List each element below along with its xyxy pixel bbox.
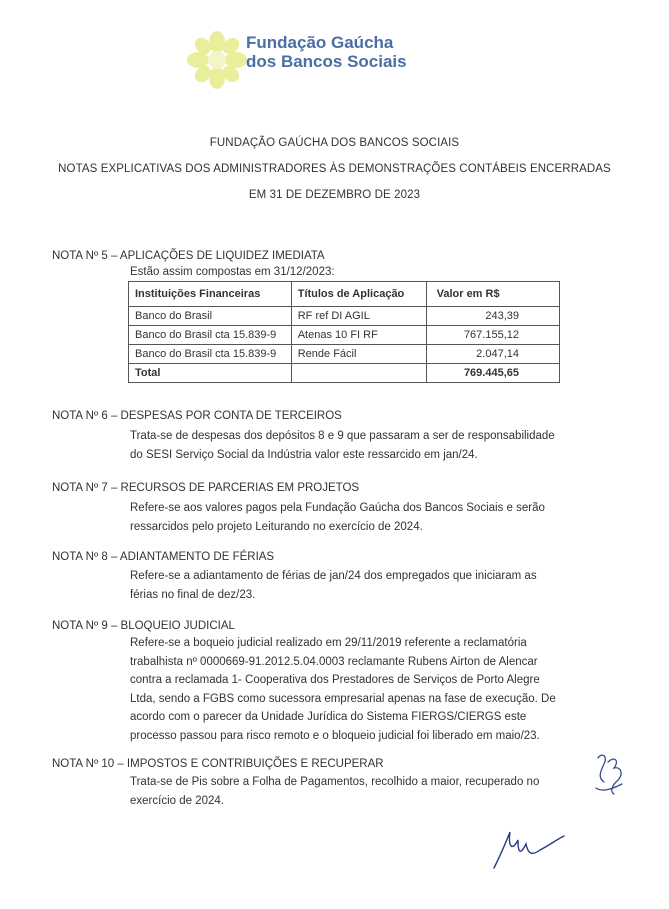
table-cell: Rende Fácil — [291, 345, 426, 364]
table-header-cell: Títulos de Aplicação — [291, 282, 426, 307]
nota5-title: NOTA Nº 5 – APLICAÇÕES DE LIQUIDEZ IMEDIATA — [52, 250, 325, 262]
nota6-body — [130, 427, 560, 464]
nota7-body — [130, 499, 560, 536]
table-cell: Banco do Brasil cta 15.839-9 — [129, 345, 292, 364]
nota10-body — [130, 773, 560, 810]
table-cell-empty — [291, 364, 426, 383]
nota8-body — [130, 567, 560, 604]
logo-line2: dos Bancos Sociais — [246, 52, 407, 71]
nota9-line: trabalhista nº 0000669-91.2012.5.04.0003 reclamante Rubens Airton de Alencar — [130, 655, 538, 668]
table-cell-value: 243,39 — [426, 307, 559, 326]
nota9-line: Refere-se a boqueio judicial realizado em 29/11/2019 referente a reclamatória — [130, 637, 527, 649]
nota7-line: ressarcidos pelo projeto Leiturando no exercício de 2024. — [130, 520, 423, 533]
nota9-line: processo passou para risco remoto e o bloqueio judicial foi liberado em maio/23. — [130, 729, 540, 742]
nota10-title: NOTA Nº 10 – IMPOSTOS E CONTRIBUIÇÕES E RECUPERAR — [52, 758, 384, 770]
document-title: FUNDAÇÃO GAÚCHA DOS BANCOS SOCIAIS — [209, 137, 460, 149]
nota7-title: NOTA Nº 7 – RECURSOS DE PARCERIAS EM PROJETOS — [52, 482, 360, 494]
nota9-title: NOTA Nº 9 – BLOQUEIO JUDICIAL — [52, 620, 235, 632]
logo-mark-icon — [186, 30, 248, 90]
logo — [186, 30, 446, 90]
nota6-title: NOTA Nº 6 – DESPESAS POR CONTA DE TERCEIROS — [52, 410, 342, 422]
document-subtitle: NOTAS EXPLICATIVAS DOS ADMINISTRADORES ÀS DEMONSTRAÇÕES CONTÁBEIS ENCERRADAS — [58, 163, 611, 175]
nota8-line: Refere-se a adiantamento de férias de jan/24 dos empregados que iniciaram as — [130, 570, 537, 582]
nota9-body — [130, 634, 560, 745]
table-row — [129, 326, 560, 345]
nota6-line: do SESI Serviço Social da Indústria valor este ressarcido em jan/24. — [130, 448, 478, 461]
initials-signature-icon — [592, 748, 632, 798]
signature-icon — [488, 822, 568, 872]
table-row — [129, 345, 560, 364]
nota9-line: acordo com o parecer da Unidade Jurídica do Sistema FIERGS/CIERGS este — [130, 711, 527, 723]
nota8-line: férias no final de dez/23. — [130, 588, 256, 601]
nota5-caption: Estão assim compostas em 31/12/2023: — [130, 266, 335, 278]
table-cell: RF ref DI AGIL — [291, 307, 426, 326]
logo-text — [246, 33, 407, 71]
table-header-row — [129, 282, 560, 307]
document-date: EM 31 DE DEZEMBRO DE 2023 — [248, 189, 421, 201]
nota8-title: NOTA Nº 8 – ADIANTAMENTO DE FÉRIAS — [52, 551, 275, 563]
nota10-line: Trata-se de Pis sobre a Folha de Pagamentos, recolhido a maior, recuperado no — [130, 776, 540, 788]
nota9-line: contra a reclamada 1- Cooperativa dos Prestadores de Serviços de Porto Alegre — [130, 674, 540, 686]
nota9-line: Ltda, sendo a FGBS como sucessora empresarial apenas na fase de execução. De — [130, 692, 556, 705]
table-cell: Atenas 10 FI RF — [291, 326, 426, 345]
table-row — [129, 307, 560, 326]
table-cell-value: 2.047,14 — [426, 345, 559, 364]
table-header-cell: Instituições Financeiras — [129, 282, 292, 307]
table-cell: Banco do Brasil cta 15.839-9 — [129, 326, 292, 345]
table-cell-value: 767.155,12 — [426, 326, 559, 345]
applications-table — [128, 281, 560, 383]
nota10-line: exercício de 2024. — [130, 794, 224, 807]
table-total-label: Total — [129, 364, 292, 383]
table-header-cell: Valor em R$ — [426, 282, 559, 307]
table-total-value: 769.445,65 — [426, 364, 559, 383]
table-cell: Banco do Brasil — [129, 307, 292, 326]
table-total-row — [129, 364, 560, 383]
nota6-line: Trata-se de despesas dos depósitos 8 e 9 que passaram a ser de responsabilidade — [130, 430, 555, 442]
nota7-line: Refere-se aos valores pagos pela Fundação Gaúcha dos Bancos Sociais e serão — [130, 502, 545, 514]
logo-line1: Fundação Gaúcha — [246, 33, 394, 52]
